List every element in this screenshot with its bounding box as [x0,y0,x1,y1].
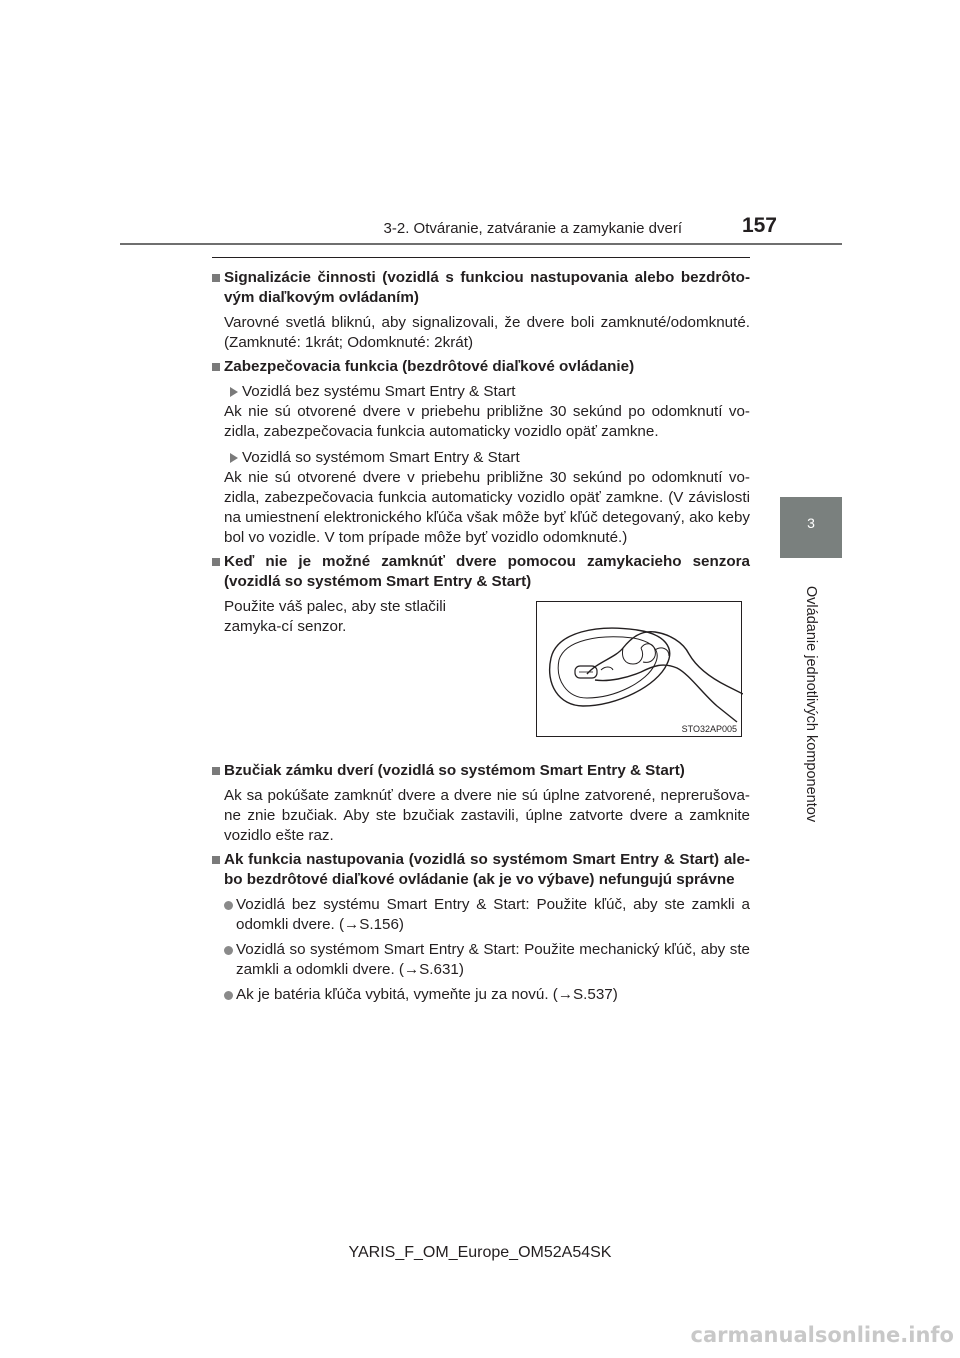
content-rule [212,257,750,258]
list-item [224,895,750,935]
section-heading [212,761,750,781]
section-lock-sensor [212,552,750,747]
triangle-right-icon [230,387,238,397]
circle-bullet-icon [224,946,233,955]
sub-heading [230,382,750,402]
square-bullet-icon [212,558,220,566]
section-heading-text: Ak funkcia nastupovania (vozidlá so systémom Smart Entry & Start) ale-bo bezdrôtové diaľkové ovládanie (ak je vo výbave) nefungujú správne [224,851,750,888]
figure-row [224,597,750,747]
sub-heading-text: Vozidlá bez systému Smart Entry & Start [242,383,516,400]
paragraph: Varovné svetlá bliknú, aby signalizovali, že dvere boli zamknuté/odomknuté. (Zamknuté: 1krát; Odomknuté: 2krát) [224,314,750,351]
paragraph: Ak nie sú otvorené dvere v priebehu približne 30 sekúnd po odomknutí vo-zidla, zabezpečovacia funkcia automaticky vozidlo opäť zamkne. [224,403,750,440]
section-signalization [212,268,750,353]
section-heading-text: Zabezpečovacia funkcia (bezdrôtové diaľkové ovládanie) [224,358,635,375]
thumb-press-sensor-drawing [537,602,743,738]
header-rule [120,243,842,245]
section-heading [212,357,750,377]
list-item [224,940,750,980]
square-bullet-icon [212,767,220,775]
list-item [224,985,750,1005]
section-heading [212,552,750,592]
body-content [212,264,750,1010]
square-bullet-icon [212,856,220,864]
paragraph: Použite váš palec, aby ste stlačili zamyka-cí senzor. [224,598,447,635]
section-heading [212,850,750,890]
chapter-tab [780,497,842,558]
section-heading-text: Signalizácie činnosti (vozidlá s funkciou nastupovania alebo bezdrôto-vým diaľkovým ovládaním) [224,269,750,306]
section-malfunction [212,850,750,1005]
section-security-function [212,357,750,548]
sub-heading [230,448,750,468]
figure-code: STO32AP005 [681,724,737,734]
list-item-text: Ak je batéria kľúča vybitá, vymeňte ju za novú. (→S.537) [236,986,618,1003]
chapter-title: Ovládanie jednotlivých komponentov [803,585,819,823]
square-bullet-icon [212,363,220,371]
square-bullet-icon [212,274,220,282]
door-handle-illustration [536,601,742,737]
page-number: 157 [741,214,777,237]
header-section-title: 3-2. Otváranie, zatváranie a zamykanie dverí [383,220,682,237]
footer-doc-code: YARIS_F_OM_Europe_OM52A54SK [348,1244,612,1261]
list-item-text: Vozidlá so systémom Smart Entry & Start: Použite mechanický kľúč, aby ste zamkli a odomkli dvere. (→S.631) [236,941,750,978]
circle-bullet-icon [224,991,233,1000]
paragraph: Ak sa pokúšate zamknúť dvere a dvere nie sú úplne zatvorené, neprerušova-ne znie bzučiak. Aby ste bzučiak zastavili, úplne zatvorte dvere a zamknite vozidlo ešte raz. [224,787,750,844]
section-heading-text: Bzučiak zámku dverí (vozidlá so systémom Smart Entry & Start) [224,762,685,779]
section-buzzer [212,761,750,846]
triangle-right-icon [230,453,238,463]
watermark: carmanualsonline.info [690,1323,954,1347]
sub-heading-text: Vozidlá so systémom Smart Entry & Start [242,449,520,466]
paragraph: Ak nie sú otvorené dvere v priebehu približne 30 sekúnd po odomknutí vo-zidla, zabezpečovacia funkcia automaticky vozidlo opäť zamkne. (V závislosti na umiestnení elektronického kľúča však môže byť kľúč detegovaný, ako keby bol vo vozidle. V tom prípade môže byť vozidlo odomknuté.) [224,469,750,546]
list-item-text: Vozidlá bez systému Smart Entry & Start: Použite kľúč, aby ste zamkli a odomkli dvere. (→S.156) [236,896,750,933]
section-heading-text: Keď nie je možné zamknúť dvere pomocou zamykacieho senzora (vozidlá so systémom Smart Entry & Start) [224,553,750,590]
section-heading [212,268,750,308]
chapter-number: 3 [807,515,815,531]
circle-bullet-icon [224,901,233,910]
